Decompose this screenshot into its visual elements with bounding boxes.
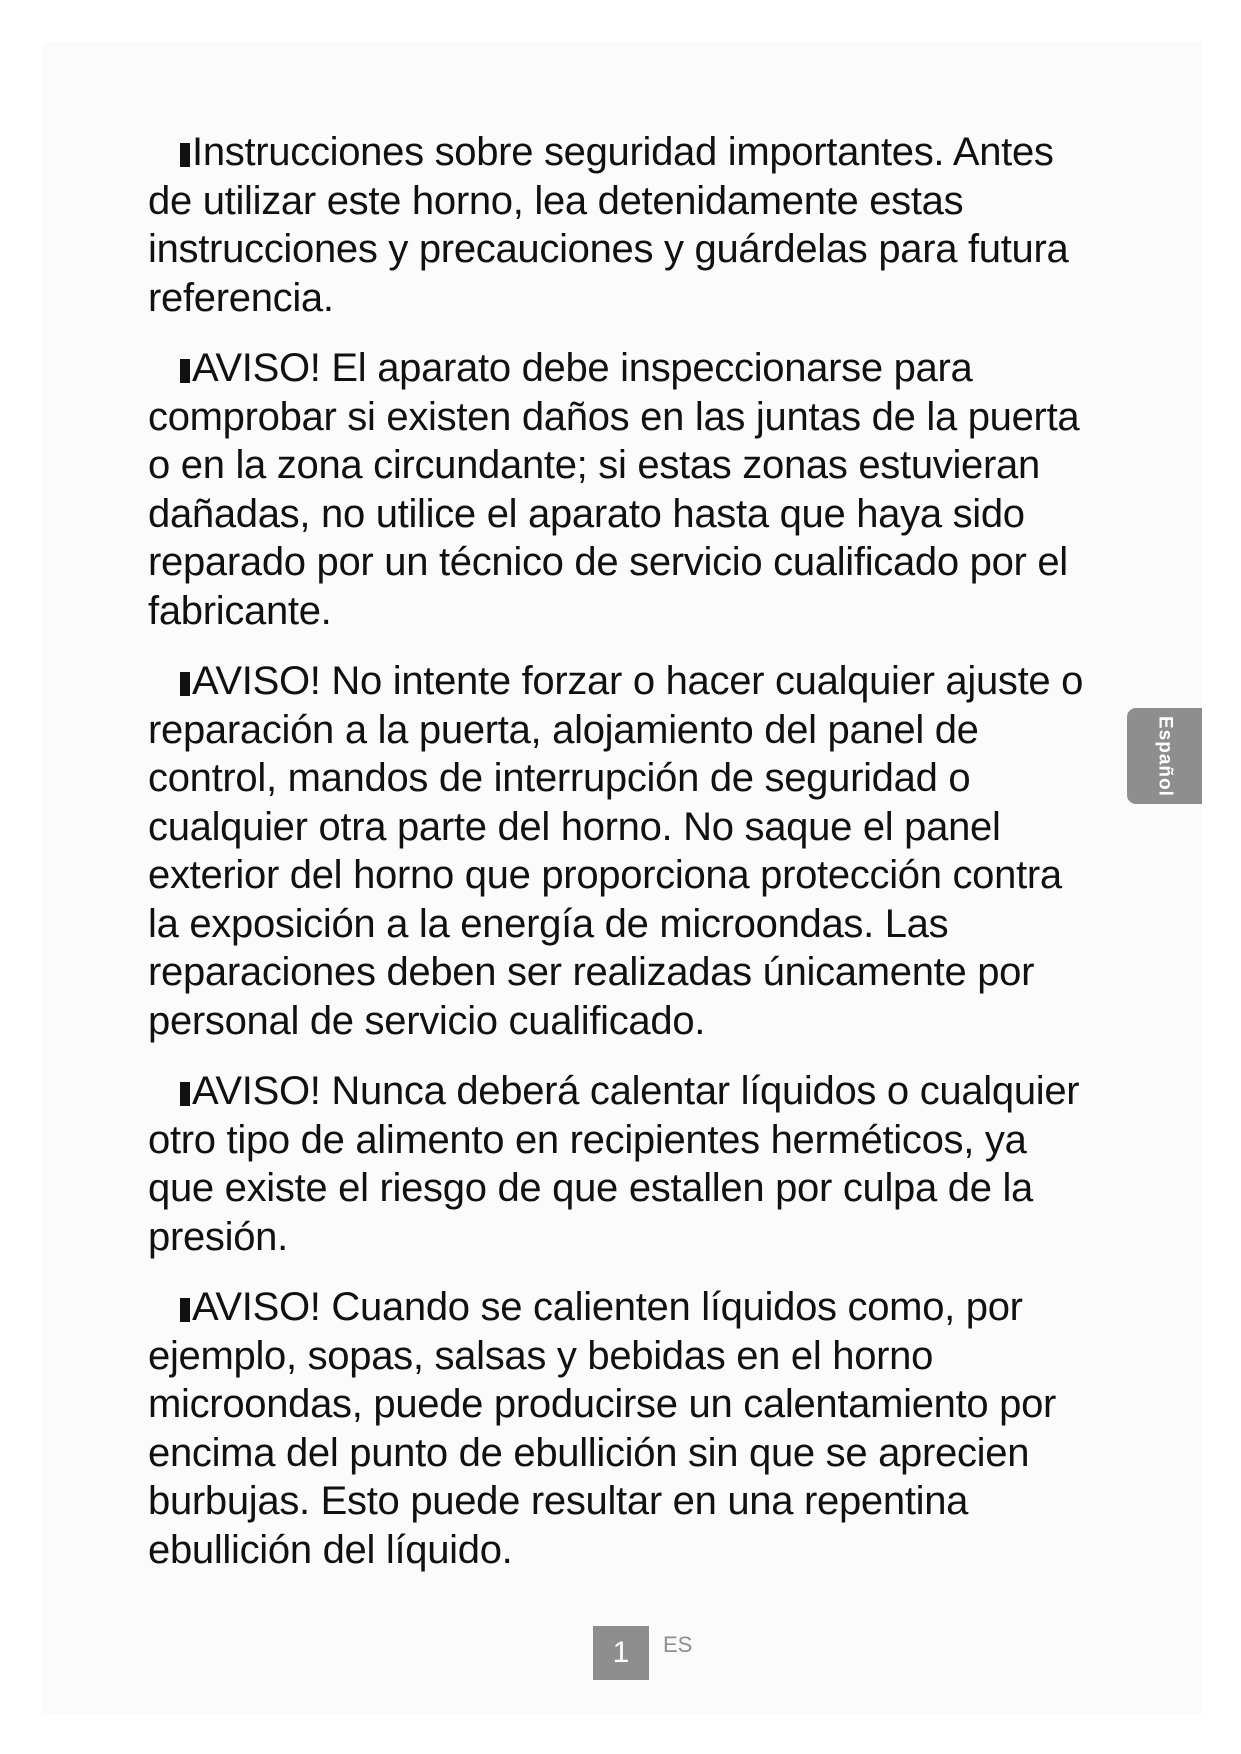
bullet-marker (180, 359, 190, 383)
bullet-marker (180, 672, 190, 696)
language-side-tab-label: Español (1154, 715, 1176, 797)
document-body (148, 128, 1100, 1596)
paragraph-safety-intro (148, 128, 1100, 322)
paragraph-warning-no-repairs (148, 657, 1100, 1045)
paragraph-text: Instrucciones sobre seguridad importantes. Antes de utilizar este horno, lea detenidamente estas instrucciones y precauciones y guárdelas para futura referencia. (148, 130, 1069, 320)
page-footer (593, 1626, 692, 1680)
bullet-marker (180, 1082, 190, 1106)
paragraph-warning-door-inspection (148, 344, 1100, 635)
paragraph-warning-superheating (148, 1283, 1100, 1574)
paragraph-text: AVISO! Nunca deberá calentar líquidos o cualquier otro tipo de alimento en recipientes herméticos, ya que existe el riesgo de que estallen por culpa de la presión. (148, 1069, 1080, 1259)
language-side-tab (1127, 708, 1202, 804)
paragraph-text: AVISO! No intente forzar o hacer cualquier ajuste o reparación a la puerta, alojamiento del panel de control, mandos de interrupción de seguridad o cualquier otra parte del horno. No saque el panel exterior del horno que proporciona protección contra la exposición a la energía de microondas. Las reparaciones deben ser realizadas únicamente por personal de servicio cualificado. (148, 659, 1084, 1043)
language-code: ES (663, 1632, 693, 1657)
bullet-marker (180, 1298, 190, 1322)
paragraph-warning-sealed-containers (148, 1067, 1100, 1261)
bullet-marker (180, 143, 190, 167)
paragraph-text: AVISO! Cuando se calienten líquidos como, por ejemplo, sopas, salsas y bebidas en el horno microondas, puede producirse un calentamiento por encima del punto de ebullición sin que se aprecien burbujas. Esto puede resultar en una repentina ebullición del líquido. (148, 1285, 1057, 1572)
paragraph-text: AVISO! El aparato debe inspeccionarse para comprobar si existen daños en las juntas de la puerta o en la zona circundante; si estas zonas estuvieran dañadas, no utilice el aparato hasta que haya sido reparado por un técnico de servicio cualificado por el fabricante. (148, 346, 1080, 633)
page-number-box: 1 (593, 1626, 649, 1680)
